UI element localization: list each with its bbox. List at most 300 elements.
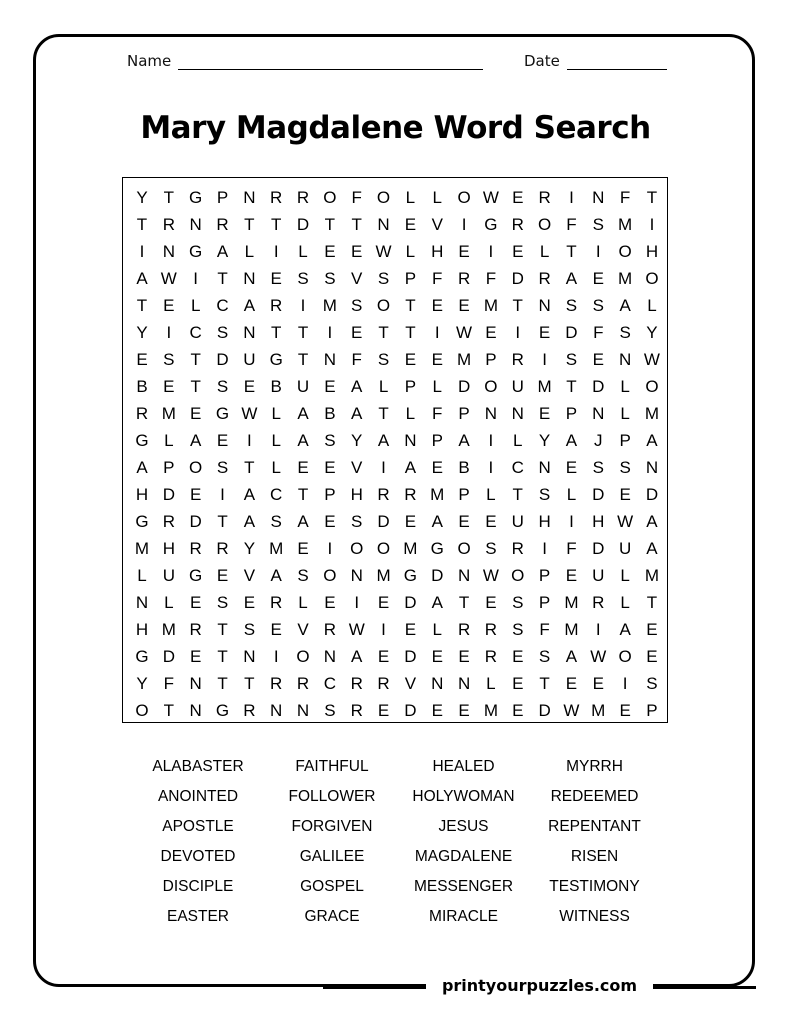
grid-letter: P: [324, 485, 336, 504]
grid-row: [123, 427, 667, 454]
grid-letter: R: [538, 269, 551, 288]
grid-letter: O: [537, 215, 552, 234]
grid-letter: R: [216, 215, 229, 234]
grid-letter: P: [458, 485, 470, 504]
grid-letter: H: [162, 539, 175, 558]
grid-letter: L: [620, 404, 630, 423]
grid-letter: F: [485, 269, 497, 288]
grid-letter: E: [565, 566, 578, 585]
grid-letter: M: [456, 350, 472, 369]
grid-letter: N: [189, 674, 202, 693]
grid-letter: E: [592, 269, 604, 288]
grid-letter: R: [457, 269, 471, 288]
grid-letter: V: [431, 215, 443, 234]
grid-letter: C: [270, 485, 283, 504]
grid-letter: L: [405, 188, 416, 207]
grid-letter: M: [564, 620, 579, 639]
grid-letter: R: [270, 674, 283, 693]
word-list-item: MIRACLE: [429, 908, 498, 925]
word-list-item: MAGDALENE: [414, 848, 513, 865]
grid-letter: R: [592, 593, 605, 612]
grid-letter: S: [377, 269, 390, 288]
grid-letter: R: [538, 188, 551, 207]
grid-letter: I: [434, 323, 440, 342]
grid-letter: P: [538, 566, 551, 585]
grid-letter: D: [404, 593, 417, 612]
word-list-item: FAITHFUL: [295, 758, 369, 775]
grid-letter: E: [351, 242, 363, 261]
grid-letter: D: [377, 512, 390, 531]
grid-letter: Y: [136, 188, 148, 207]
grid-letter: E: [431, 701, 443, 720]
grid-row: [123, 265, 667, 292]
grid-letter: N: [377, 215, 390, 234]
grid-letter: W: [590, 647, 607, 666]
grid-letter: A: [619, 620, 631, 639]
grid-letter: E: [190, 647, 202, 666]
grid-letter: A: [243, 512, 256, 531]
grid-letter: I: [166, 323, 172, 342]
grid-letter: F: [566, 539, 577, 558]
grid-letter: H: [135, 620, 149, 639]
grid-letter: C: [216, 296, 229, 315]
date-label: Date: [524, 52, 560, 70]
grid-letter: A: [351, 377, 363, 396]
grid-letter: A: [190, 431, 202, 450]
grid-letter: O: [323, 566, 337, 585]
grid-letter: N: [189, 215, 202, 234]
grid-letter: M: [644, 566, 660, 585]
grid-letter: I: [649, 215, 655, 234]
grid-letter: L: [620, 377, 630, 396]
grid-letter: D: [162, 647, 175, 666]
grid-letter: D: [538, 701, 551, 720]
grid-letter: O: [645, 377, 659, 396]
grid-letter: E: [646, 647, 658, 666]
grid-letter: L: [405, 404, 416, 423]
grid-letter: E: [190, 485, 202, 504]
grid-letter: A: [458, 431, 470, 450]
grid-letter: N: [618, 350, 632, 369]
grid-letter: W: [348, 620, 365, 639]
grid-letter: C: [511, 458, 524, 477]
word-list-item: REPENTANT: [548, 818, 641, 835]
grid-letter: L: [298, 242, 308, 261]
grid-letter: H: [350, 485, 363, 504]
grid-letter: H: [645, 242, 659, 261]
grid-letter: T: [324, 215, 336, 234]
grid-letter: I: [488, 242, 494, 261]
grid-letter: E: [458, 701, 470, 720]
grid-letter: T: [270, 323, 282, 342]
grid-letter: U: [511, 512, 524, 531]
grid-letter: V: [351, 269, 363, 288]
grid-letter: D: [162, 485, 175, 504]
grid-letter: P: [404, 377, 417, 396]
grid-letter: N: [457, 674, 471, 693]
grid-letter: E: [431, 458, 443, 477]
grid-letter: S: [619, 323, 631, 342]
grid-letter: Y: [351, 431, 363, 450]
grid-letter: I: [622, 674, 628, 693]
grid-letter: M: [269, 539, 284, 558]
grid-letter: T: [297, 323, 309, 342]
grid-letter: G: [215, 701, 230, 720]
grid-letter: D: [296, 215, 310, 234]
grid-letter: C: [323, 674, 337, 693]
grid-letter: E: [324, 242, 336, 261]
grid-letter: E: [297, 458, 309, 477]
grid-letter: L: [164, 593, 174, 612]
grid-letter: P: [216, 188, 229, 207]
grid-letter: S: [351, 512, 363, 531]
grid-letter: R: [270, 593, 283, 612]
grid-letter: A: [619, 296, 631, 315]
grid-letter: E: [458, 647, 470, 666]
grid-letter: R: [377, 674, 390, 693]
grid-letter: S: [538, 485, 551, 504]
word-list-item: REDEEMED: [550, 788, 639, 805]
grid-letter: U: [162, 566, 175, 585]
grid-letter: G: [189, 242, 203, 261]
grid-letter: N: [323, 350, 337, 369]
grid-letter: F: [539, 620, 550, 639]
grid-letter: N: [270, 701, 283, 720]
grid-letter: E: [404, 215, 417, 234]
grid-letter: G: [135, 512, 149, 531]
grid-letter: E: [190, 593, 202, 612]
grid-letter: I: [515, 323, 521, 342]
grid-letter: O: [645, 269, 659, 288]
grid-row: [123, 346, 667, 373]
grid-letter: S: [297, 566, 309, 585]
grid-row: [123, 616, 667, 643]
grid-letter: M: [618, 215, 633, 234]
word-list: [130, 758, 660, 926]
grid-letter: T: [512, 485, 523, 504]
grid-letter: C: [189, 323, 202, 342]
grid-letter: N: [645, 458, 659, 477]
grid-letter: T: [512, 296, 523, 315]
grid-row: [123, 508, 667, 535]
grid-letter: Y: [136, 674, 148, 693]
grid-letter: A: [646, 431, 658, 450]
word-list-item: MYRRH: [566, 758, 623, 775]
grid-letter: E: [216, 566, 229, 585]
grid-letter: E: [324, 512, 336, 531]
word-list-item: GOSPEL: [300, 878, 364, 895]
word-list-item: JESUS: [438, 818, 489, 835]
grid-letter: O: [135, 701, 149, 720]
grid-letter: E: [324, 593, 336, 612]
grid-letter: W: [617, 512, 634, 531]
grid-letter: E: [485, 593, 497, 612]
grid-letter: G: [189, 188, 203, 207]
grid-letter: I: [381, 620, 386, 639]
grid-row: [123, 238, 667, 265]
grid-letter: L: [137, 566, 147, 585]
grid-row: [123, 697, 667, 724]
grid-letter: A: [351, 404, 363, 423]
grid-letter: S: [377, 350, 390, 369]
grid-letter: W: [482, 566, 499, 585]
grid-letter: M: [430, 485, 445, 504]
page-title: Mary Magdalene Word Search: [140, 110, 651, 146]
grid-letter: E: [163, 377, 175, 396]
grid-letter: N: [592, 404, 605, 423]
grid-letter: F: [351, 188, 362, 207]
grid-letter: L: [647, 296, 657, 315]
grid-letter: T: [646, 188, 658, 207]
grid-letter: A: [404, 458, 417, 477]
grid-letter: E: [377, 593, 390, 612]
grid-letter: T: [217, 647, 228, 666]
word-list-item: RISEN: [570, 848, 619, 865]
grid-letter: D: [511, 269, 524, 288]
grid-letter: S: [512, 620, 524, 639]
grid-letter: N: [243, 269, 256, 288]
grid-letter: S: [592, 458, 604, 477]
grid-row: [123, 319, 667, 346]
grid-letter: L: [164, 431, 174, 450]
grid-letter: U: [618, 539, 632, 558]
grid-letter: R: [162, 512, 175, 531]
grid-letter: I: [595, 242, 601, 261]
grid-row: [123, 670, 667, 697]
grid-letter: S: [619, 458, 631, 477]
grid-letter: S: [216, 323, 229, 342]
word-list-item: APOSTLE: [162, 818, 234, 835]
grid-letter: E: [404, 350, 417, 369]
grid-letter: H: [538, 512, 551, 531]
grid-letter: U: [296, 377, 310, 396]
grid-letter: E: [404, 512, 417, 531]
grid-letter: R: [135, 404, 149, 423]
grid-letter: D: [592, 485, 605, 504]
grid-letter: E: [646, 620, 658, 639]
grid-letter: E: [619, 701, 631, 720]
grid-letter: Y: [646, 323, 658, 342]
grid-letter: P: [458, 404, 470, 423]
grid-letter: T: [244, 674, 255, 693]
grid-letter: W: [375, 242, 392, 261]
grid-letter: M: [403, 539, 418, 558]
grid-letter: I: [300, 296, 306, 315]
grid-letter: D: [645, 485, 659, 504]
grid-letter: E: [243, 593, 256, 612]
grid-row: [123, 292, 667, 319]
grid-letter: N: [243, 323, 256, 342]
grid-letter: A: [243, 485, 256, 504]
grid-letter: D: [189, 512, 202, 531]
grid-letter: H: [592, 512, 605, 531]
grid-letter: L: [620, 593, 630, 612]
grid-letter: E: [538, 323, 551, 342]
grid-letter: L: [271, 431, 281, 450]
grid-letter: E: [136, 350, 148, 369]
footer-rule-right: [653, 986, 756, 989]
grid-letter: R: [323, 620, 337, 639]
grid-letter: N: [457, 566, 471, 585]
grid-letter: L: [244, 242, 255, 261]
grid-letter: N: [189, 701, 202, 720]
grid-letter: S: [565, 350, 578, 369]
grid-letter: A: [565, 269, 578, 288]
grid-letter: E: [270, 269, 282, 288]
date-field: [524, 52, 667, 70]
grid-letter: D: [404, 701, 417, 720]
grid-letter: O: [618, 647, 632, 666]
grid-letter: I: [246, 431, 252, 450]
grid-letter: R: [404, 485, 417, 504]
grid-row: [123, 643, 667, 670]
grid-letter: R: [270, 188, 283, 207]
grid-letter: M: [483, 296, 498, 315]
grid-letter: O: [296, 647, 310, 666]
grid-letter: L: [432, 620, 442, 639]
grid-letter: R: [296, 188, 310, 207]
footer-rule-left: [323, 986, 426, 989]
grid-letter: S: [351, 296, 363, 315]
grid-letter: L: [513, 431, 523, 450]
grid-letter: G: [189, 566, 203, 585]
grid-row: [123, 535, 667, 562]
grid-letter: R: [189, 539, 202, 558]
grid-letter: E: [404, 620, 417, 639]
grid-letter: A: [136, 269, 148, 288]
grid-letter: A: [270, 566, 282, 585]
grid-letter: L: [271, 458, 281, 477]
grid-letter: S: [592, 215, 604, 234]
word-list-item: MESSENGER: [413, 878, 514, 895]
grid-letter: P: [646, 701, 658, 720]
grid-letter: F: [619, 188, 631, 207]
grid-letter: R: [296, 674, 310, 693]
grid-letter: A: [136, 458, 148, 477]
grid-letter: R: [350, 701, 363, 720]
grid-letter: M: [644, 404, 660, 423]
grid-letter: E: [458, 512, 470, 531]
grid-letter: E: [431, 647, 443, 666]
grid-letter: S: [324, 269, 336, 288]
grid-letter: H: [431, 242, 444, 261]
grid-letter: R: [189, 620, 202, 639]
grid-letter: S: [324, 431, 336, 450]
grid-letter: O: [484, 377, 498, 396]
grid-letter: F: [593, 323, 604, 342]
grid-letter: D: [431, 566, 444, 585]
grid-letter: D: [457, 377, 471, 396]
grid-row: [123, 184, 667, 211]
grid-letter: S: [297, 269, 309, 288]
grid-letter: N: [431, 674, 444, 693]
grid-letter: I: [488, 431, 494, 450]
grid-letter: R: [243, 701, 256, 720]
grid-letter: N: [511, 404, 524, 423]
grid-letter: F: [163, 674, 175, 693]
grid-letter: E: [324, 377, 336, 396]
grid-letter: E: [458, 296, 470, 315]
grid-letter: L: [190, 296, 201, 315]
grid-letter: L: [432, 188, 442, 207]
grid-letter: E: [190, 404, 202, 423]
grid-letter: I: [273, 647, 279, 666]
name-field: [127, 52, 483, 70]
grid-letter: N: [296, 701, 310, 720]
grid-letter: A: [431, 593, 443, 612]
grid-letter: A: [216, 242, 229, 261]
grid-letter: D: [404, 647, 417, 666]
grid-letter: E: [243, 377, 256, 396]
grid-letter: L: [432, 377, 442, 396]
grid-letter: E: [431, 296, 443, 315]
grid-letter: T: [190, 377, 201, 396]
grid-letter: G: [135, 647, 149, 666]
word-list-item: DEVOTED: [160, 848, 236, 865]
grid-letter: I: [327, 539, 333, 558]
word-list-item: DISCIPLE: [162, 878, 234, 895]
grid-letter: F: [432, 269, 443, 288]
grid-letter: R: [484, 647, 498, 666]
grid-letter: R: [511, 215, 524, 234]
grid-row: [123, 373, 667, 400]
grid-letter: Y: [136, 323, 148, 342]
grid-letter: E: [512, 242, 524, 261]
grid-letter: O: [350, 539, 364, 558]
grid-letter: T: [136, 215, 148, 234]
footer-site: printyourpuzzles.com: [426, 975, 653, 997]
grid-letter: T: [405, 296, 416, 315]
grid-letter: E: [619, 485, 631, 504]
word-list-item: WITNESS: [559, 908, 630, 925]
grid-letter: N: [538, 458, 551, 477]
grid-letter: V: [243, 566, 256, 585]
grid-letter: N: [538, 296, 551, 315]
grid-letter: T: [458, 593, 470, 612]
grid-letter: M: [161, 404, 176, 423]
grid-letter: A: [431, 512, 443, 531]
grid-row: [123, 400, 667, 427]
grid-letter: E: [485, 323, 497, 342]
grid-letter: E: [216, 431, 229, 450]
grid-letter: I: [327, 323, 333, 342]
grid-letter: S: [565, 296, 578, 315]
grid-row: [123, 589, 667, 616]
grid-letter: L: [271, 404, 281, 423]
word-list-item: HEALED: [432, 758, 495, 775]
grid-letter: O: [511, 566, 525, 585]
grid-letter: S: [216, 593, 229, 612]
grid-row: [123, 454, 667, 481]
grid-letter: R: [350, 674, 363, 693]
grid-letter: L: [298, 593, 308, 612]
grid-letter: E: [565, 458, 578, 477]
word-list-item: TESTIMONY: [549, 878, 640, 895]
grid-letter: D: [565, 323, 578, 342]
word-list-item: GALILEE: [299, 848, 365, 865]
grid-letter: E: [351, 323, 363, 342]
grid-letter: I: [354, 593, 360, 612]
grid-letter: E: [458, 242, 470, 261]
grid-letter: O: [189, 458, 203, 477]
grid-letter: S: [324, 701, 336, 720]
word-list-item: EASTER: [166, 908, 229, 925]
grid-letter: E: [565, 674, 578, 693]
grid-letter: E: [512, 647, 524, 666]
grid-letter: I: [220, 485, 225, 504]
grid-letter: I: [193, 269, 199, 288]
grid-letter: N: [350, 566, 363, 585]
